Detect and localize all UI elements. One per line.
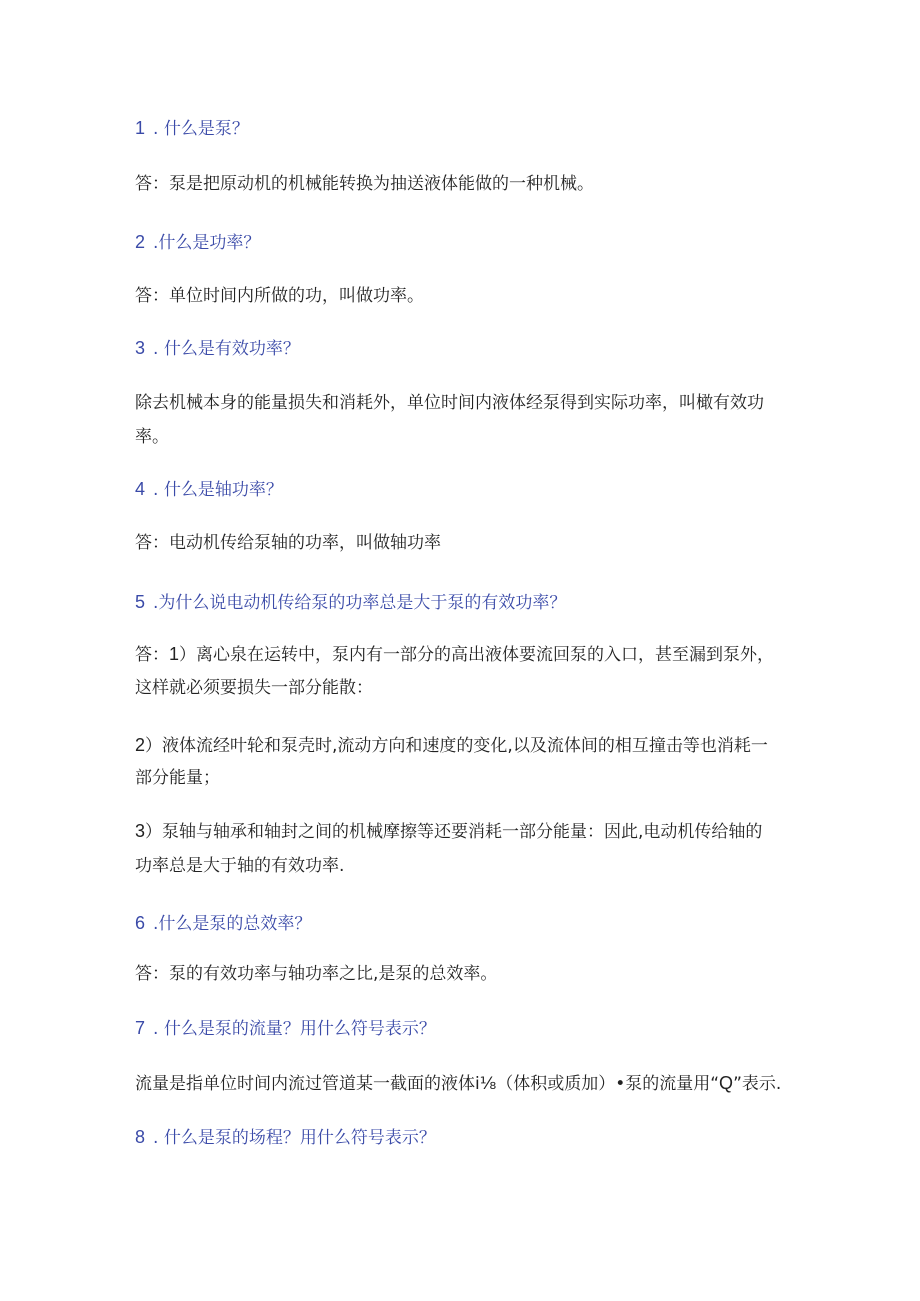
question-number: 7 [135, 1018, 146, 1038]
question-number: 8 [135, 1127, 146, 1147]
question-text: .为什么说电动机传给泵的功率总是大于泵的有效功率？ [153, 593, 567, 613]
answer-text-part-1: 流量是指单位时间内流过管道某一截面的液体 [135, 1074, 475, 1094]
question-number: 3 [135, 338, 146, 358]
question-text: .什么是泵的总效率？ [153, 914, 312, 934]
answer-5-point-2-line-1 [135, 732, 768, 759]
question-2 [135, 229, 260, 256]
question-3 [135, 335, 300, 362]
answer-5-point-2-line-2: 部分能量； [135, 768, 220, 788]
question-5 [135, 589, 566, 616]
question-4 [135, 476, 283, 503]
answer-text-garbled: i⅛ [475, 1074, 497, 1094]
question-text: . 什么是泵的流量？用什么符号表示？ [153, 1019, 436, 1039]
answer-5-point-1-line-2: 这样就必须要损失一部分能散： [135, 678, 373, 698]
question-text: .什么是功率？ [153, 233, 261, 253]
point-number: 3 [135, 821, 146, 841]
flow-symbol: Q [719, 1073, 734, 1093]
answer-3-line-2: 率。 [135, 427, 169, 447]
answer-2: 答：单位时间内所做的功，叫做功率。 [135, 286, 424, 306]
answer-5-point-1-line-1 [135, 641, 774, 668]
question-text: . 什么是泵的场程？用什么符号表示？ [153, 1128, 436, 1148]
question-6 [135, 910, 311, 937]
point-text: ）液体流经叶轮和泵壳时,流动方向和速度的变化,以及流体间的相互撞击等也消耗一 [145, 736, 768, 756]
point-number: 2 [135, 735, 146, 755]
question-text: . 什么是泵？ [153, 119, 249, 139]
answer-text-part-3: 表示. [741, 1074, 782, 1094]
point-number: 1 [169, 644, 180, 664]
point-text: ）泵轴与轴承和轴封之间的机械摩擦等还要消耗一部分能量：因此,电动机传给轴的 [145, 822, 763, 842]
question-number: 1 [135, 118, 146, 138]
question-7 [135, 1015, 436, 1042]
quote-open: “ [710, 1074, 720, 1094]
question-8 [135, 1124, 436, 1151]
question-1 [135, 115, 249, 142]
answer-5-point-3-line-1 [135, 818, 762, 845]
answer-3-line-1: 除去机械本身的能量损失和消耗外，单位时间内液体经泵得到实际功率，叫橄有效功 [135, 393, 764, 413]
question-number: 6 [135, 913, 146, 933]
question-number: 5 [135, 592, 146, 612]
answer-1: 答：泵是把原动机的机械能转换为抽送液体能做的一种机械。 [135, 174, 594, 194]
answer-6: 答：泵的有效功率与轴功率之比,是泵的总效率。 [135, 964, 498, 984]
point-text: ）离心泉在运转中，泵内有一部分的高出液体要流回泵的入口，甚至漏到泵外， [179, 645, 775, 665]
question-text: . 什么是有效功率？ [153, 339, 300, 359]
question-text: . 什么是轴功率？ [153, 480, 283, 500]
answer-7 [135, 1070, 781, 1097]
answer-prefix: 答： [135, 645, 169, 665]
answer-5-point-3-line-2: 功率总是大于轴的有效功率. [135, 856, 345, 876]
question-number: 4 [135, 479, 146, 499]
question-number: 2 [135, 232, 146, 252]
quote-close: ” [733, 1074, 742, 1094]
answer-text-part-2: （体积或质加）•泵的流量用 [496, 1074, 711, 1094]
answer-4: 答：电动机传给泵轴的功率，叫做轴功率 [135, 533, 441, 553]
